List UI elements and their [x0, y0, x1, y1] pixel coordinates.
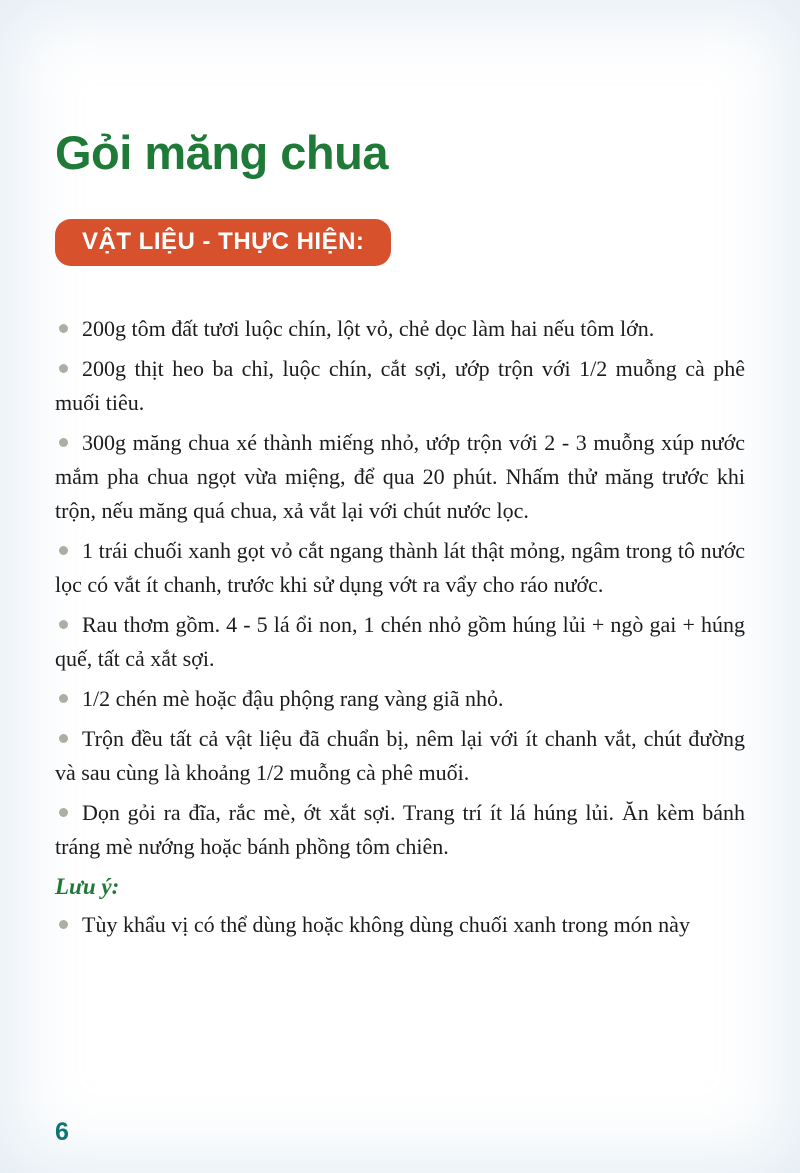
ingredient-item: [55, 312, 745, 346]
ingredient-text: Dọn gỏi ra đĩa, rắc mè, ớt xắt sợi. Trang trí ít lá húng lủi. Ăn kèm bánh tráng mè nướng hoặc bánh phồng tôm chiên.: [55, 800, 745, 860]
ingredient-item: [55, 682, 745, 716]
bullet-icon: [59, 546, 68, 555]
section-badge-label: VẬT LIỆU - THỰC HIỆN:: [82, 228, 365, 256]
page-number: 6: [55, 1118, 69, 1146]
bullet-icon: [59, 324, 68, 333]
ingredient-item: [55, 352, 745, 420]
note-text: Tùy khẩu vị có thể dùng hoặc không dùng chuối xanh trong món này: [82, 912, 690, 938]
bullet-icon: [59, 364, 68, 373]
bullet-icon: [59, 694, 68, 703]
bullet-icon: [59, 734, 68, 743]
ingredient-item: [55, 796, 745, 864]
ingredient-text: 200g tôm đất tươi luộc chín, lột vỏ, chẻ dọc làm hai nếu tôm lớn.: [82, 316, 655, 342]
ingredient-text: 300g măng chua xé thành miếng nhỏ, ướp trộn với 2 - 3 muỗng xúp nước mắm pha chua ngọt vừa miệng, để qua 20 phút. Nhấm thử măng trước khi trộn, nếu măng quá chua, xả vắt lại với chút nước lọc.: [55, 430, 745, 524]
ingredient-item: [55, 534, 745, 602]
page-title: Gỏi măng chua: [55, 126, 388, 179]
note-heading: Lưu ý:: [55, 874, 120, 900]
ingredient-text: Trộn đều tất cả vật liệu đã chuẩn bị, nêm lại với ít chanh vắt, chút đường và sau cùng là khoảng 1/2 muỗng cà phê muối.: [55, 726, 745, 786]
ingredient-item: [55, 722, 745, 790]
section-badge: [55, 219, 391, 266]
ingredient-item: [55, 608, 745, 676]
bullet-icon: [59, 920, 68, 929]
ingredient-text: 200g thịt heo ba chỉ, luộc chín, cắt sợi, ướp trộn với 1/2 muỗng cà phê muối tiêu.: [55, 356, 745, 416]
recipe-body: [55, 312, 745, 942]
ingredient-item: [55, 426, 745, 528]
bullet-icon: [59, 620, 68, 629]
bullet-icon: [59, 808, 68, 817]
ingredient-text: 1/2 chén mè hoặc đậu phộng rang vàng giã nhỏ.: [82, 686, 504, 712]
bullet-icon: [59, 438, 68, 447]
ingredient-text: 1 trái chuối xanh gọt vỏ cắt ngang thành lát thật mỏng, ngâm trong tô nước lọc có vắt ít chanh, trước khi sử dụng vớt ra vẩy cho ráo nước.: [55, 538, 745, 598]
ingredient-text: Rau thơm gồm. 4 - 5 lá ổi non, 1 chén nhỏ gồm húng lủi + ngò gai + húng quế, tất cả xắt sợi.: [55, 612, 745, 672]
note-item: [55, 908, 745, 942]
